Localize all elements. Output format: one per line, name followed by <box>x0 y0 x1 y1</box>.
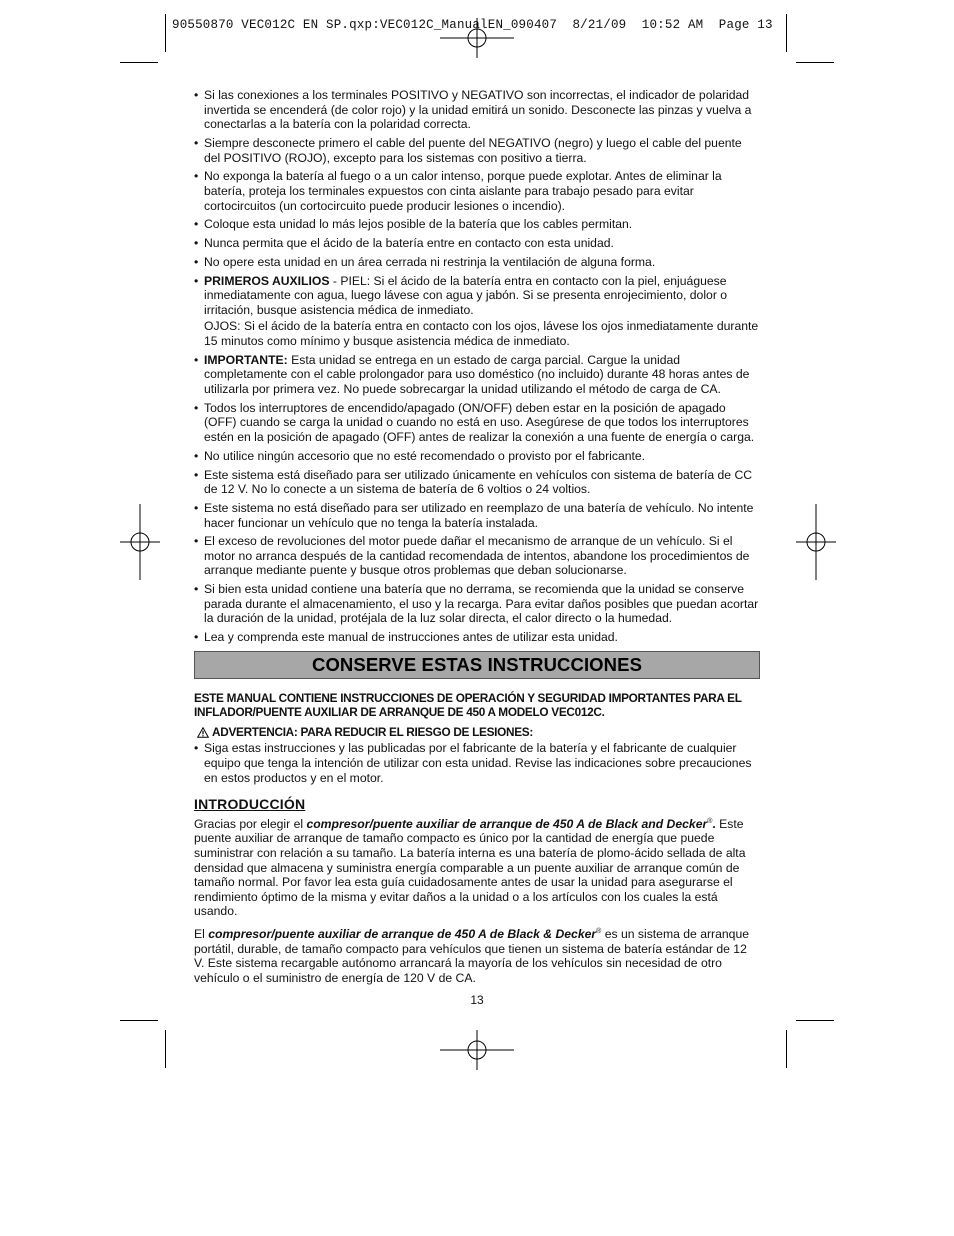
first-aid-skin-text: - PIEL: Si el ácido de la batería entra en contacto con la piel, enjuáguese inmediatamente con agua, luego lávese con agua y jabón. Si se presenta enrojecimiento, dolor o irritación, busque asistencia médica de inmediato. <box>204 273 728 317</box>
important-label: IMPORTANTE: <box>204 352 288 367</box>
list-item-first-aid <box>194 274 760 349</box>
list-item: • Este sistema no está diseñado para ser utilizado en reemplazo de una batería de vehículo. No intente hacer funcionar un vehículo que no tenga la batería instalada. <box>194 501 760 530</box>
intro-paragraph-1 <box>194 815 760 919</box>
list-item: • Lea y comprenda este manual de instrucciones antes de utilizar esta unidad. <box>194 630 760 645</box>
registered-mark: ® <box>707 817 713 825</box>
registration-mark-left <box>120 504 160 580</box>
banner-title: CONSERVE ESTAS INSTRUCCIONES <box>311 653 643 675</box>
intro-p1-lead: Gracias por elegir el <box>194 816 307 831</box>
first-aid-eyes-text: OJOS: Si el ácido de la batería entra en contacto con los ojos, lávese los ojos inmediatamente durante 15 minutos como mínimo y busque asistencia médica de inmediato. <box>204 319 759 349</box>
list-item: • El exceso de revoluciones del motor puede dañar el mecanismo de arranque de un vehículo. Si el motor no arranca después de la cantidad recomendada de intentos, abandone los procedimientos de arranque mediante puente y busque otros problemas que deban solucionarse. <box>194 534 760 578</box>
warning-text: ADVERTENCIA: PARA REDUCIR EL RIESGO DE LESIONES: <box>212 724 533 739</box>
registered-mark: ® <box>596 928 602 935</box>
list-item: • Si bien esta unidad contiene una batería que no derrama, se recomienda que la unidad se conserve parada durante el almacenamiento, el uso y la recarga. Para evitar daños posibles que puedan acortar la duración de la unidad, protéjala de la luz solar directa, el calor directo o la humedad. <box>194 582 760 626</box>
intro-p2-body: es un sistema de arranque portátil, durable, de tamaño compacto para vehículos que tienen un sistema de batería estándar de 12 V. Este sistema recargable autónomo arrancará la mayoría de los vehículos sin necesidad de otro vehículo o el suministro de energía de 120 V de CA. <box>194 927 750 985</box>
page-number: 13 <box>470 993 484 1007</box>
intro-paragraph-2 <box>194 925 760 985</box>
list-item-important <box>194 353 760 397</box>
first-aid-label: PRIMEROS AUXILIOS <box>204 273 330 288</box>
manual-note: ESTE MANUAL CONTIENE INSTRUCCIONES DE OPERACIÓN Y SEGURIDAD IMPORTANTES PARA EL INFLADOR/PUENTE AUXILIAR DE ARRANQUE DE 450 A MODELO VEC012C. <box>194 690 742 719</box>
list-item: • Nunca permita que el ácido de la batería entre en contacto con esta unidad. <box>194 236 760 251</box>
save-instructions-banner <box>194 651 760 679</box>
list-item: • No exponga la batería al fuego o a un calor intenso, porque puede explotar. Antes de eliminar la batería, proteja los terminales expuestos con cinta aislante para trabajo pesado para evitar cortocircuitos (un cortocircuito puede producir lesiones o incendio). <box>194 169 760 213</box>
product-name: compresor/puente auxiliar de arranque de 450 A de Black & Decker <box>208 927 597 942</box>
list-item: • Todos los interruptores de encendido/apagado (ON/OFF) deben estar en la posición de apagado (OFF) cuando se carga la unidad o cuando no está en uso. Asegúrese de que todos los interruptores estén en la posición de apagado (OFF) antes de realizar la conexión a una fuente de energía o carga. <box>194 401 760 445</box>
list-item: • No opere esta unidad en un área cerrada ni restrinja la ventilación de alguna forma. <box>194 255 760 270</box>
list-item: • Si las conexiones a los terminales POSITIVO y NEGATIVO son incorrectas, el indicador de polaridad invertida se encenderá (de color rojo) y la unidad emitirá un sonido. Desconecte las pinzas y vuelva a conectarlas a la batería con la polaridad correcta. <box>194 88 760 132</box>
page-content <box>194 88 760 985</box>
important-text: Esta unidad se entrega en un estado de carga parcial. Cargue la unidad completamente con el cable prolongador para uso doméstico (no incluido) durante 48 horas antes de utilizarla por primera vez. No puede sobrecargar la unidad utilizando el método de carga de CA. <box>204 352 750 396</box>
registration-mark-top <box>440 18 514 58</box>
warning-line <box>194 725 760 740</box>
product-name: compresor/puente auxiliar de arranque de 450 A de Black and Decker <box>306 816 708 831</box>
intro-p2-lead: El <box>194 927 209 942</box>
safety-list <box>194 88 760 645</box>
intro-p1-period: . <box>712 816 716 831</box>
list-item: • Coloque esta unidad lo más lejos posible de la batería que los cables permitan. <box>194 217 760 232</box>
list-item: • Siempre desconecte primero el cable del puente del NEGATIVO (negro) y luego el cable del puente del POSITIVO (ROJO), excepto para los sistemas con positivo a tierra. <box>194 136 760 165</box>
intro-heading: INTRODUCCIÓN <box>194 796 306 813</box>
warning-list <box>194 741 760 785</box>
intro-p1-body: Este puente auxiliar de arranque de tamaño compacto es único por la cantidad de energía que puede suministrar con relación a su tamaño. La batería interna es una batería de plomo-ácido sellada de alta densidad que almacena y suministra energía comparable a un puente auxiliar de arranque común de tamaño normal. Por favor lea esta guía cuidadosamente antes de usar la unidad para asegurarse el rendimiento óptimo de la misma y evitar daños a la unidad o a los artículos con los cuales la está usando. <box>194 816 746 919</box>
list-item: • No utilice ningún accesorio que no esté recomendado o provisto por el fabricante. <box>194 449 760 464</box>
registration-mark-right <box>796 504 836 580</box>
warning-triangle-icon <box>197 727 209 738</box>
list-item: • Siga estas instrucciones y las publicadas por el fabricante de la batería y el fabricante de cualquier equipo que tenga la intención de utilizar con esta unidad. Revise las indicaciones sobre precauciones en estos productos y en el motor. <box>194 741 760 785</box>
registration-mark-bottom <box>440 1030 514 1070</box>
list-item: • Este sistema está diseñado para ser utilizado únicamente en vehículos con sistema de batería de CC de 12 V. No lo conecte a un sistema de batería de 6 voltios o 24 voltios. <box>194 468 760 497</box>
printer-slug: 90550870 VEC012C EN SP.qxp:VEC012C_ManualEN_090407 8/21/09 10:52 AM Page 13 <box>172 18 773 32</box>
intro-section <box>194 815 760 986</box>
